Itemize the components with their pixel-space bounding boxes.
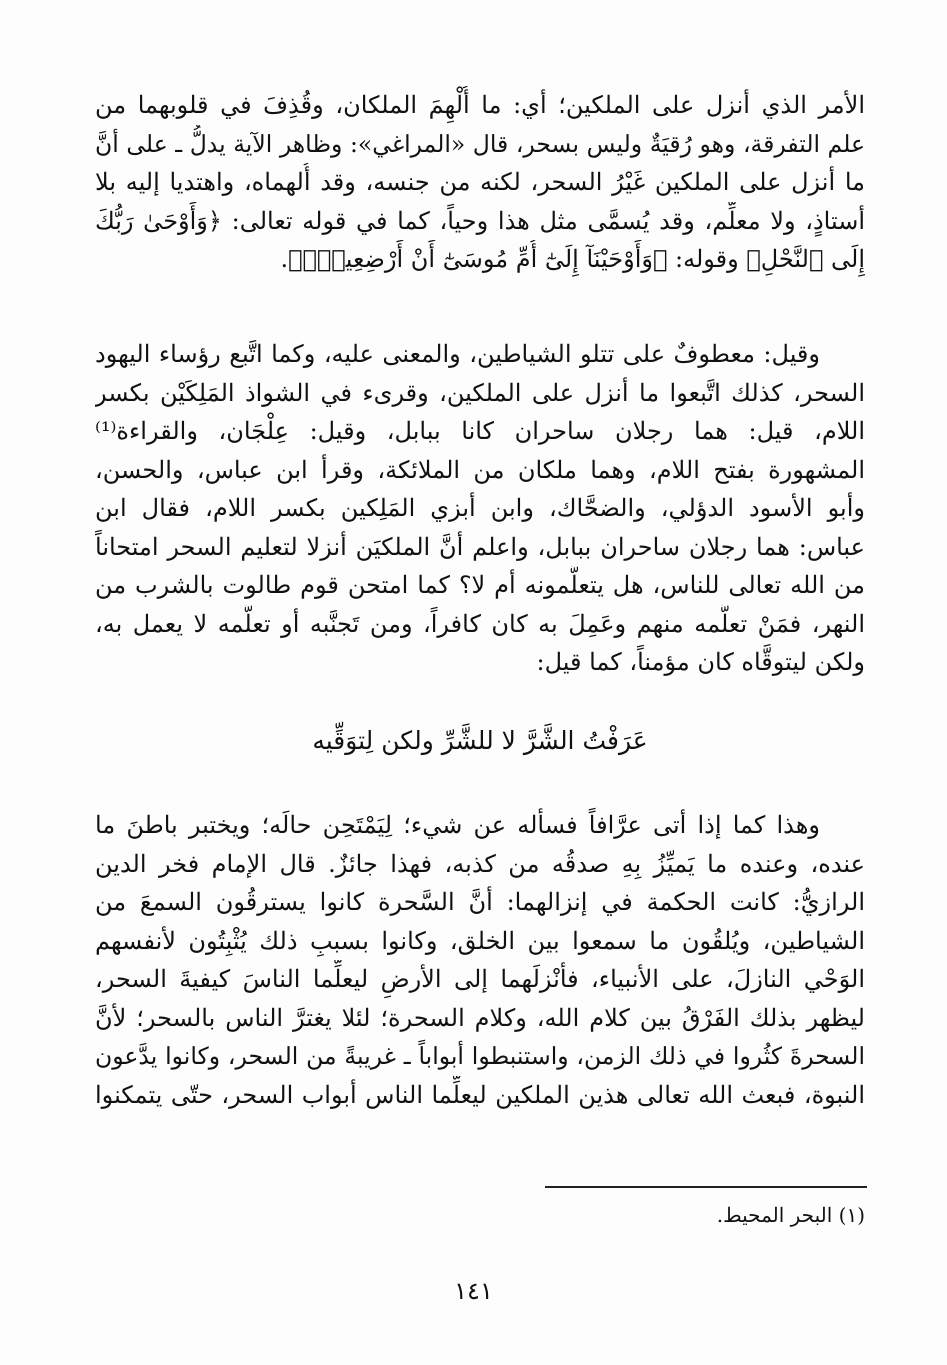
- text-line: وهذا كما إذا أتى عرَّافاً فسأله عن شيء؛ لِيَمْتَحِن حالَه؛ ويختبر باطنَ ما: [95, 811, 820, 839]
- text-line: وأبو الأسود الدؤلي، والضحَّاك، وابن أبزي المَلِكين بكسر اللام، فقال ابن: [95, 494, 865, 522]
- paragraph-3: [95, 806, 865, 1114]
- text-line: السحر، كذلك اتَّبعوا ما أنزل على الملكين، وقرىء في الشواذ المَلِكَيْن بكسر: [95, 378, 865, 407]
- text-line: أستاذٍ، ولا معلِّم، وقد يُسمَّى مثل هذا وحياً، كما في قوله تعالى: ﴿وَأَوْحَىٰ رَبُّكَ: [95, 206, 865, 235]
- text-line: المشهورة بفتح اللام، وهما ملكان من الملائكة، وقرأ ابن عباس، والحسن،: [95, 455, 865, 484]
- text-line: عباس: هما رجلان ساحران ببابل، واعلم أنَّ الملكيَن أنزلا لتعليم السحر امتحاناً: [95, 532, 865, 561]
- text-line: الرازيُّ: كانت الحكمة في إنزالهما: أنَّ السَّحرة كانوا يسترقُون السمعَ من: [95, 888, 865, 916]
- footnote-divider: [545, 1186, 867, 1188]
- paragraph-2: [95, 335, 865, 682]
- text-line: وقيل: معطوفٌ على تتلو الشياطين، والمعنى عليه، وكما اتَّبع رؤساء اليهود: [95, 340, 820, 368]
- poetry-verse: عَرَفْتُ الشَّرَّ لا للشَّرِّ ولكن لِتوَقِّيه: [312, 726, 648, 755]
- text-line: ما أنزل على الملكين غَيْرُ السحر، لكنه من جنسه، وقد أُلهماه، واهتديا إليه بلا: [95, 168, 865, 196]
- text-line: الأمر الذي أنزل على الملكين؛ أي: ما أُلْهِمَ الملكان، وقُذِفَ في قلوبهما من: [95, 91, 865, 119]
- text-line: النهر، فمَنْ تعلَّمه منهم وعَمِلَ به كان كافراً، ومن تَجنَّبه أو تعلَّمه لا يعمل به،: [95, 609, 865, 638]
- text-line: الوَحْي النازلَ، على الأنبياء، فأنْزلَهما إلى الأرضِ ليعلِّما الناسَ كيفيةَ السحر،: [95, 965, 865, 993]
- text-line: اللام، قيل: هما رجلان ساحران كانا ببابل، وقيل: عِلْجَان، والقراءة⁽¹⁾: [95, 417, 865, 445]
- text-line: ولكن ليتوقَّاه كان مؤمناً، كما قيل:: [536, 648, 865, 676]
- text-line: النبوة، فبعث الله تعالى هذين الملكين ليعلِّما الناس أبواب السحر، حتّى يتمكنوا: [95, 1080, 865, 1109]
- text-line: السحرةَ كثُروا في ذلك الزمن، واستنبطوا أبواباً ـ غريبةً من السحر، وكانوا يدَّعون: [95, 1042, 865, 1070]
- text-line: من الله تعالى للناس، هل يتعلَّمونه أم لا؟ كما امتحن قوم طالوت بالشرب من: [95, 571, 865, 599]
- page-number: ١٤١: [454, 1277, 493, 1305]
- text-line: ليظهر بذلك الفَرْقُ بين كلام الله، وكلام السحرة؛ لئلا يغترَّ الناس بالسحر؛ لأنَّ: [95, 1003, 865, 1032]
- paragraph-1: [95, 86, 865, 279]
- text-line: الشياطين، ويُلقُون ما سمعوا بين الخلق، وكانوا بسببِ ذلك يُثْبِتُون لأنفسهم: [95, 926, 865, 955]
- text-line: إِلَى ٱلنَّحْلِ﴾ وقوله: ﴿وَأَوْحَيْنَآ إِلَىٰٓ أُمِّ مُوسَىٰٓ أَنْ أَرْضِعِيهِۖ﴾.: [280, 245, 865, 273]
- footnote: (١) البحر المحيط.: [716, 1203, 865, 1227]
- text-line: علم التفرقة، وهو رُقيَةٌ وليس بسحر، قال «المراغي»: وظاهر الآية يدلُّ ـ على أنَّ: [95, 129, 865, 158]
- text-line: عنده، وعنده ما يَميِّزُ بِهِ صدقُه من كذبه، فهذا جائزٌ. قال الإمام فخر الدين: [95, 849, 865, 878]
